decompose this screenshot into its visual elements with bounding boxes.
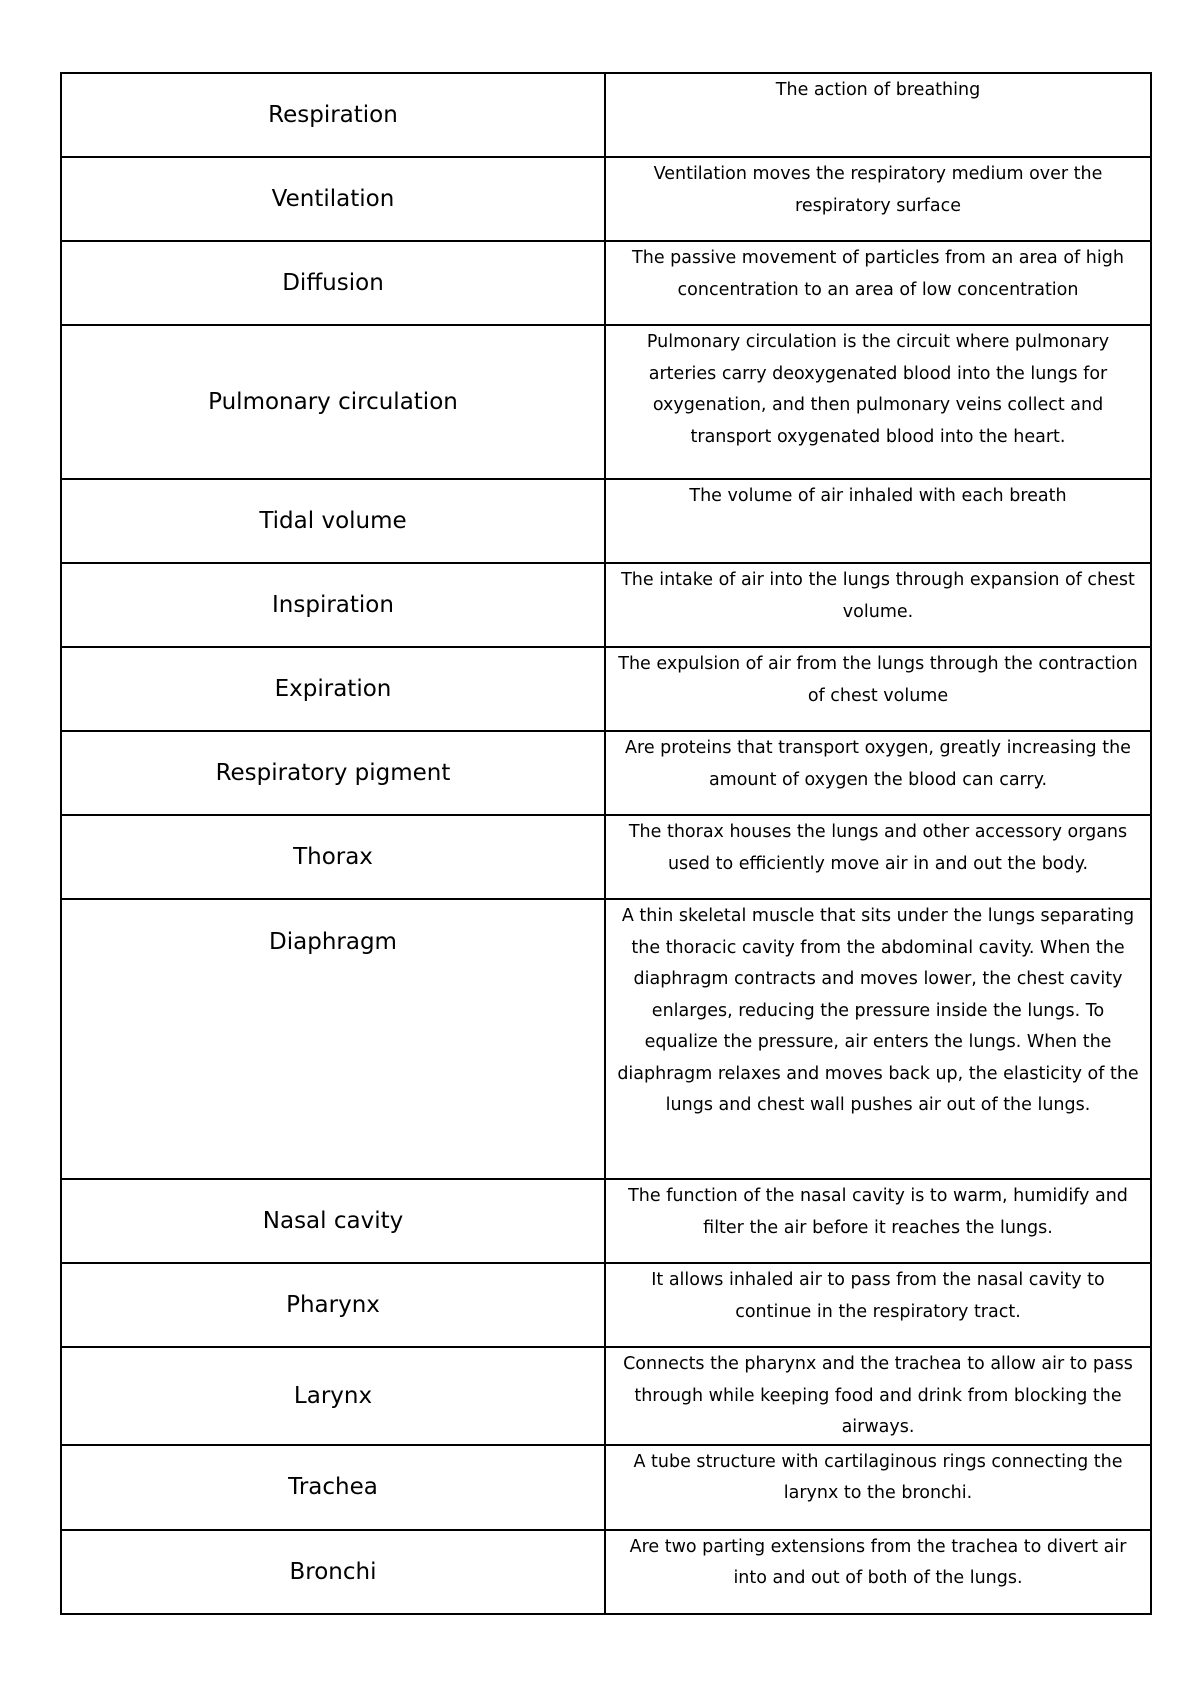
- definition-cell: It allows inhaled air to pass from the nasal cavity to continue in the respiratory tract.: [605, 1263, 1151, 1347]
- table-row: [61, 1445, 1151, 1530]
- definition-cell: The action of breathing: [605, 73, 1151, 157]
- definition-cell: Are two parting extensions from the trachea to divert air into and out of both of the lungs.: [605, 1530, 1151, 1614]
- table-row: [61, 1179, 1151, 1263]
- definition-cell: The function of the nasal cavity is to warm, humidify and filter the air before it reaches the lungs.: [605, 1179, 1151, 1263]
- definition-cell: Ventilation moves the respiratory medium over the respiratory surface: [605, 157, 1151, 241]
- definition-cell: A tube structure with cartilaginous rings connecting the larynx to the bronchi.: [605, 1445, 1151, 1530]
- term-cell: Thorax: [61, 815, 605, 899]
- table-row: [61, 731, 1151, 815]
- definition-cell: Pulmonary circulation is the circuit where pulmonary arteries carry deoxygenated blood into the lungs for oxygenation, and then pulmonary veins collect and transport oxygenated blood into the heart.: [605, 325, 1151, 479]
- term-cell: Ventilation: [61, 157, 605, 241]
- definition-cell: The thorax houses the lungs and other accessory organs used to efficiently move air in and out the body.: [605, 815, 1151, 899]
- definition-cell: The volume of air inhaled with each breath: [605, 479, 1151, 563]
- term-cell: Trachea: [61, 1445, 605, 1530]
- table-row: [61, 241, 1151, 325]
- term-cell: Bronchi: [61, 1530, 605, 1614]
- term-cell: Tidal volume: [61, 479, 605, 563]
- definition-cell: The expulsion of air from the lungs through the contraction of chest volume: [605, 647, 1151, 731]
- table-row: [61, 157, 1151, 241]
- definition-cell: A thin skeletal muscle that sits under the lungs separating the thoracic cavity from the abdominal cavity. When the diaphragm contracts and moves lower, the chest cavity enlarges, reducing the pressure inside the lungs. To equalize the pressure, air enters the lungs. When the diaphragm relaxes and moves back up, the elasticity of the lungs and chest wall pushes air out of the lungs.: [605, 899, 1151, 1179]
- glossary-table: [60, 72, 1152, 1615]
- term-cell: Nasal cavity: [61, 1179, 605, 1263]
- table-row: [61, 325, 1151, 479]
- table-row: [61, 563, 1151, 647]
- definition-cell: Are proteins that transport oxygen, greatly increasing the amount of oxygen the blood can carry.: [605, 731, 1151, 815]
- table-row: [61, 1347, 1151, 1445]
- table-row: [61, 647, 1151, 731]
- table-row: [61, 1263, 1151, 1347]
- table-row: [61, 815, 1151, 899]
- table-row: [61, 479, 1151, 563]
- term-cell: Respiratory pigment: [61, 731, 605, 815]
- definition-cell: Connects the pharynx and the trachea to allow air to pass through while keeping food and drink from blocking the airways.: [605, 1347, 1151, 1445]
- table-row: [61, 73, 1151, 157]
- definition-cell: The passive movement of particles from an area of high concentration to an area of low concentration: [605, 241, 1151, 325]
- term-cell: Larynx: [61, 1347, 605, 1445]
- table-row: [61, 899, 1151, 1179]
- term-cell: Pharynx: [61, 1263, 605, 1347]
- term-cell: Pulmonary circulation: [61, 325, 605, 479]
- term-cell: Diffusion: [61, 241, 605, 325]
- term-cell: Expiration: [61, 647, 605, 731]
- term-cell: Diaphragm: [61, 899, 605, 1179]
- definition-cell: The intake of air into the lungs through expansion of chest volume.: [605, 563, 1151, 647]
- table-row: [61, 1530, 1151, 1614]
- term-cell: Inspiration: [61, 563, 605, 647]
- term-cell: Respiration: [61, 73, 605, 157]
